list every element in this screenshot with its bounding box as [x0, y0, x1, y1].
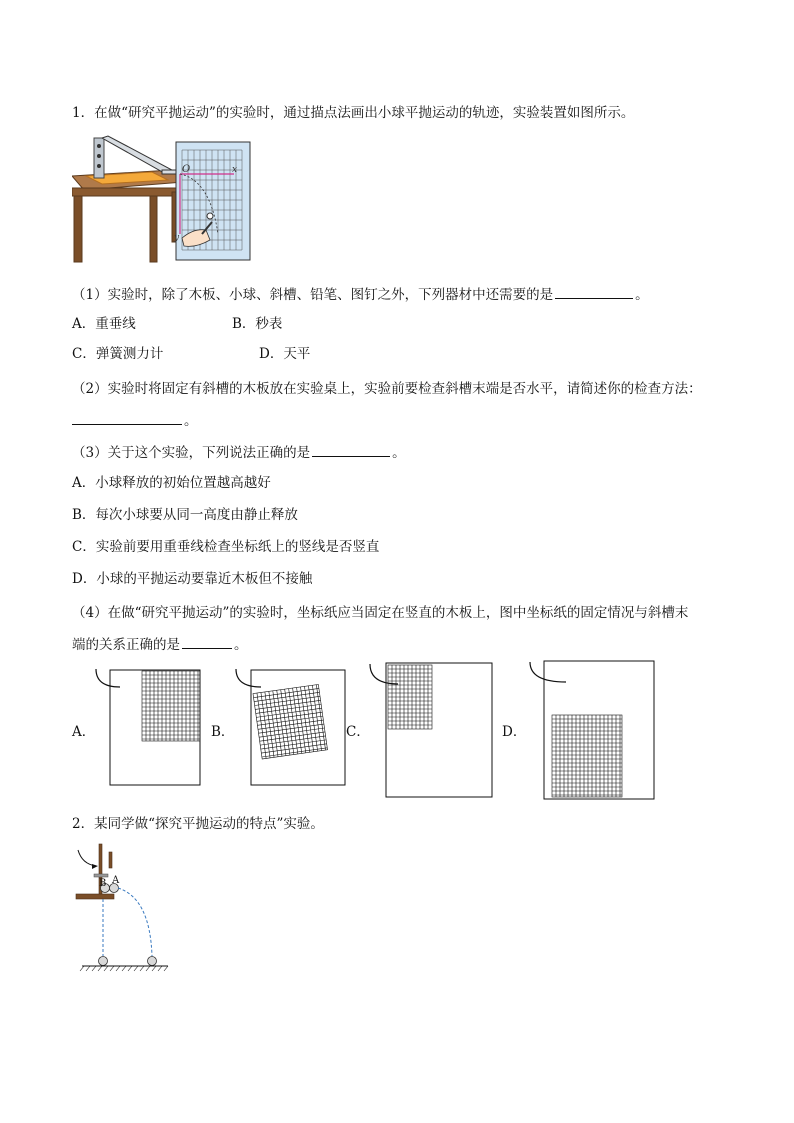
q1-part2-blank: [72, 410, 182, 425]
q1-part4-line1: （4）在做“研究平抛运动”的实验时，坐标纸应当固定在竖直的木板上，图中坐标纸的固定情况与斜槽末: [72, 605, 689, 621]
q1-part1: [72, 284, 649, 304]
q1-part4-text: 端的关系正确的是: [72, 637, 180, 653]
q2-ball-a-label: A: [112, 875, 120, 886]
q1-y-axis-label: y: [174, 233, 180, 243]
q1-part1-option-d: D．天平: [259, 346, 311, 362]
q1-part2-answer: [72, 410, 198, 430]
q1-part4-option-b-figure: [233, 665, 348, 787]
q1-part4-option-a-label: A．: [72, 724, 96, 740]
q1-part1-end: 。: [635, 287, 649, 303]
q1-x-axis-label: x: [232, 165, 238, 175]
q2-ball-b-label: B: [99, 878, 107, 889]
q1-part4-option-b-label: B．: [211, 724, 235, 740]
q1-part4-option-c-figure: [366, 660, 496, 800]
q1-part3-end: 。: [392, 445, 406, 461]
q1-part1-option-c: C．弹簧测力计: [72, 346, 164, 362]
q1-part4-option-d-figure: [524, 658, 658, 802]
q1-part1-text: （1）实验时，除了木板、小球、斜槽、铅笔、图钉之外，下列器材中还需要的是: [72, 287, 554, 303]
q1-stem: 1．在做“研究平抛运动”的实验时，通过描点法画出小球平抛运动的轨迹，实验装置如图所示。: [72, 105, 635, 121]
q1-origin-label: O: [182, 164, 191, 175]
q1-part2-text: （2）实验时将固定有斜槽的木板放在实验桌上，实验前要检查斜槽末端是否水平，请简述你的检查方法：: [72, 381, 702, 397]
q1-part4-end: 。: [234, 637, 248, 653]
q1-part1-option-b: B．秒表: [232, 316, 283, 332]
q1-part3-option-b: B．每次小球要从同一高度由静止释放: [72, 507, 298, 523]
q1-part4-option-c-label: C．: [346, 724, 370, 740]
q1-part1-option-a: A．重垂线: [72, 316, 136, 332]
q1-part3-option-d: D．小球的平抛运动要靠近木板但不接触: [72, 571, 313, 587]
q1-apparatus-figure: [72, 130, 252, 265]
q1-part3-option-a: A．小球释放的初始位置越高越好: [72, 475, 271, 491]
q1-part4-option-d-label: D．: [502, 724, 527, 740]
q1-part3-blank: [312, 442, 390, 457]
q1-part4-blank: [182, 634, 232, 649]
q1-part3: [72, 442, 406, 462]
q1-part3-text: （3）关于这个实验，下列说法正确的是: [72, 445, 311, 461]
q1-part4-line2: [72, 634, 248, 654]
q1-part1-blank: [555, 284, 633, 299]
q1-part4-option-a-figure: [92, 665, 204, 787]
q2-stem: 2．某同学做“探究平抛运动的特点”实验。: [72, 816, 324, 832]
q1-part2-end: 。: [184, 413, 198, 429]
q1-part3-option-c: C．实验前要用重垂线检查坐标纸上的竖线是否竖直: [72, 539, 380, 555]
q2-apparatus-figure: [72, 842, 177, 977]
